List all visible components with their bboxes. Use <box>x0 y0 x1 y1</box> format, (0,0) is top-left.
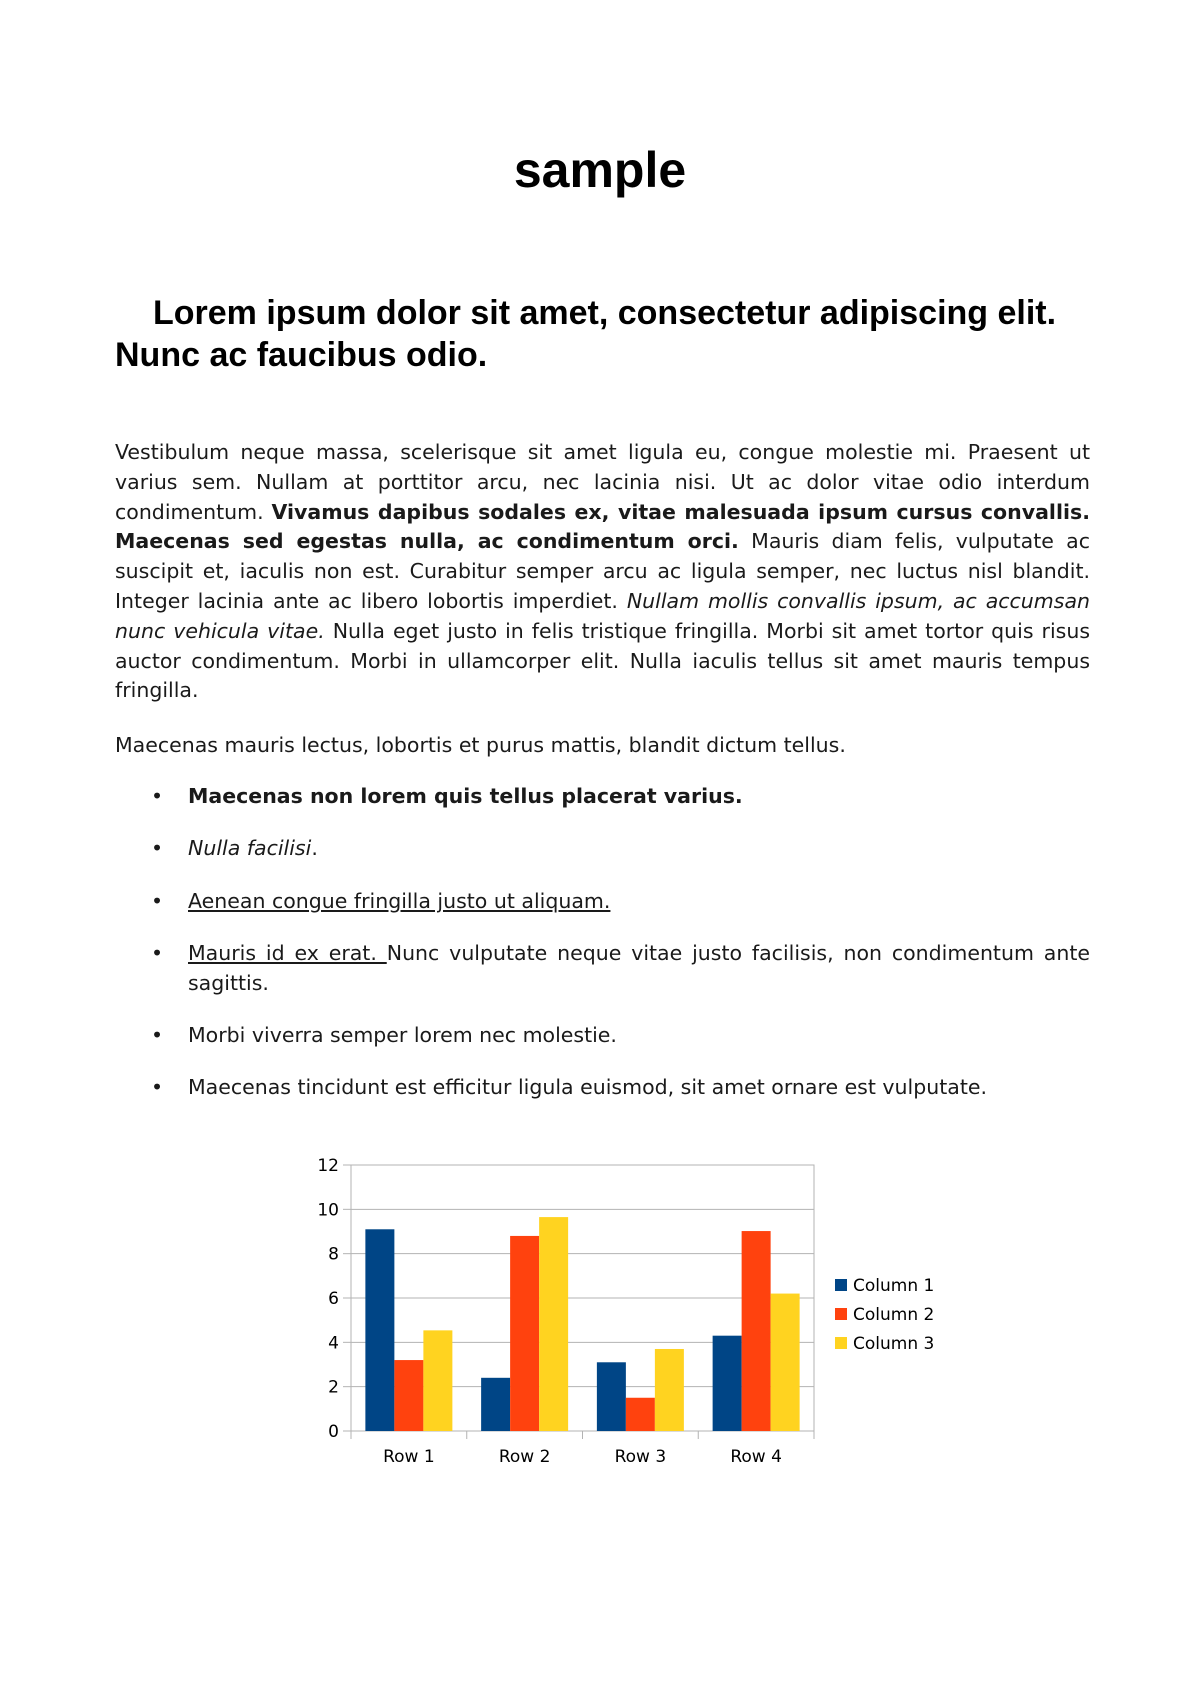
y-tick-label: 12 <box>317 1156 339 1176</box>
bar <box>481 1378 510 1431</box>
bullet-icon: • <box>151 784 164 808</box>
bar <box>510 1236 539 1431</box>
bar-chart-svg <box>290 1150 990 1490</box>
list-item-6-text: Maecenas tincidunt est efficitur ligula euismod, sit amet ornare est vulputate. <box>188 1075 988 1100</box>
y-tick-label: 4 <box>328 1333 339 1354</box>
para1-run3: Mauris diam felis, vulputate ac suscipit et, iaculis non est. Curabitur semper arcu ac ligula semper, nec luctus nisl blandit. Integer lacinia ante ac libero lobortis imperdiet. <box>115 529 1090 613</box>
x-tick-label: Row 1 <box>383 1447 435 1467</box>
bullet-icon: • <box>151 1022 164 1047</box>
bullet-icon: • <box>151 1075 164 1100</box>
x-tick-label: Row 2 <box>498 1447 551 1467</box>
bullet-icon: • <box>151 888 164 913</box>
para1-run5: Nulla eget justo in felis tristique fringilla. Morbi sit amet tortor quis risus auctor condimentum. Morbi in ullamcorper elit. Nulla iaculis tellus sit amet mauris tempus fringilla. <box>115 618 1090 703</box>
bar-chart <box>290 1150 990 1490</box>
y-tick-label: 8 <box>328 1244 339 1265</box>
x-tick-label: Row 4 <box>730 1447 782 1467</box>
list-item-4-text: Nunc vulputate neque vitae justo facilisis, non condimentum ante sagittis. <box>188 940 1090 995</box>
list-item-4-underlined: Mauris id ex erat. <box>188 940 387 965</box>
bar <box>365 1229 394 1431</box>
list-item-2-text: Nulla facilisi <box>188 836 312 861</box>
bar <box>539 1217 568 1431</box>
bullet-icon: • <box>151 836 164 861</box>
y-tick-label: 2 <box>328 1377 339 1398</box>
bar <box>423 1330 452 1431</box>
bar <box>655 1349 684 1431</box>
para1-bold-run: Vivamus dapibus sodales ex, vitae malesuada ipsum cursus convallis. Maecenas sed egestas nulla, ac condimentum orci. <box>115 499 1090 554</box>
x-tick-label: Row 3 <box>614 1447 667 1467</box>
list-item-5-text: Morbi viverra semper lorem nec molestie. <box>188 1022 617 1047</box>
bar <box>394 1360 423 1431</box>
y-tick-label: 10 <box>317 1200 339 1221</box>
legend-label: Column 2 <box>853 1305 935 1325</box>
bullet-icon: • <box>151 940 164 965</box>
legend-swatch <box>835 1279 847 1291</box>
list-item-3-text: Aenean congue fringilla justo ut aliquam. <box>188 888 611 913</box>
legend-label: Column 3 <box>853 1334 935 1354</box>
section-heading: Lorem ipsum dolor sit amet, consectetur adipiscing elit. Nunc ac faucibus odio. <box>115 294 1057 374</box>
y-tick-label: 6 <box>328 1289 339 1309</box>
bullet-list <box>115 782 1090 1126</box>
legend-swatch <box>835 1337 847 1349</box>
list-item <box>115 782 1090 812</box>
list-item <box>115 939 1090 999</box>
list-item <box>115 1021 1090 1051</box>
list-item <box>115 1073 1090 1103</box>
body-paragraph-1 <box>115 438 1090 706</box>
bar <box>771 1294 800 1431</box>
para1-run1: Vestibulum neque massa, scelerisque sit amet ligula eu, congue molestie mi. Praesent ut varius sem. Nullam at porttitor arcu, nec lacinia nisi. Ut ac dolor vitae odio interdum condimentum. <box>115 440 1090 524</box>
bar <box>742 1231 771 1431</box>
para1-italic-run: Nullam mollis convallis ipsum, ac accumsan nunc vehicula vitae. <box>115 588 1090 643</box>
legend-label: Column 1 <box>853 1276 935 1296</box>
list-item-2-tail: . <box>311 836 318 861</box>
bar <box>597 1362 626 1431</box>
bar <box>713 1336 742 1431</box>
legend-swatch <box>835 1308 847 1320</box>
list-item <box>115 834 1090 864</box>
y-tick-label: 0 <box>328 1422 339 1442</box>
document-title: sample <box>513 142 687 198</box>
body-paragraph-2: Maecenas mauris lectus, lobortis et purus mattis, blandit dictum tellus. <box>115 733 846 757</box>
list-item <box>115 887 1090 917</box>
bar <box>626 1398 655 1431</box>
list-item-1-text: Maecenas non lorem quis tellus placerat varius. <box>188 784 743 808</box>
